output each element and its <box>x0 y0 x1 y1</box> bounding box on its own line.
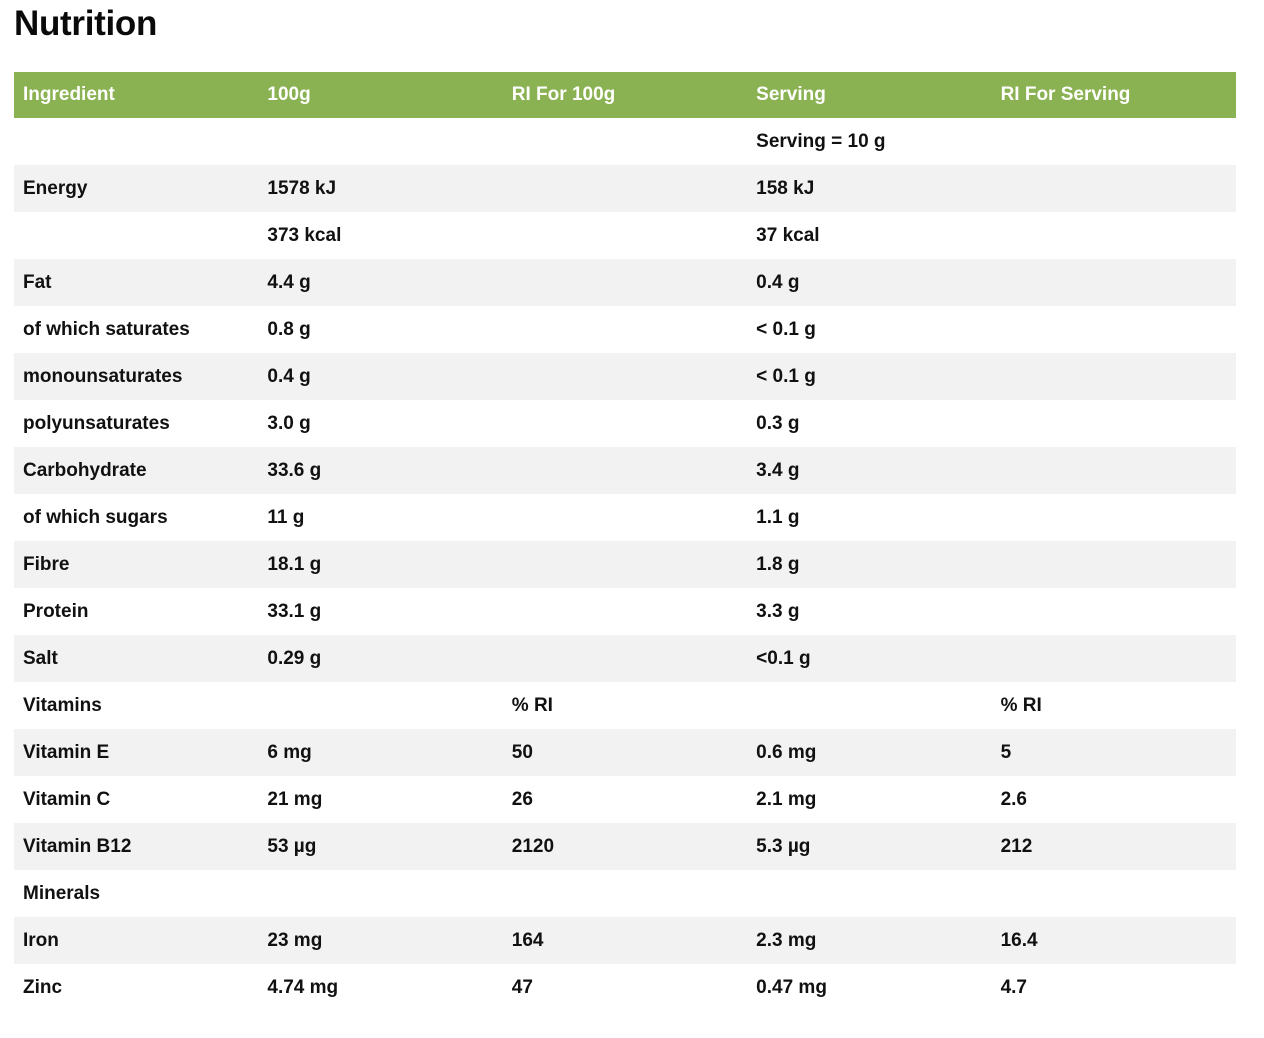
header-serving: Serving <box>747 72 991 118</box>
cell-per-100g: 1578 kJ <box>258 165 502 212</box>
cell-ingredient: Energy <box>14 165 258 212</box>
cell-ri-per-100g: 26 <box>503 776 747 823</box>
cell-ri-per-100g <box>503 541 747 588</box>
cell-per-100g: 23 mg <box>258 917 502 964</box>
cell-ingredient: Zinc <box>14 964 258 1011</box>
cell-ri-per-100g: 2120 <box>503 823 747 870</box>
cell-per-100g: 373 kcal <box>258 212 502 259</box>
cell-ri-per-serving: 5 <box>992 729 1236 776</box>
cell-ingredient <box>14 212 258 259</box>
table-body <box>14 118 1236 1011</box>
cell-ri-per-serving <box>992 353 1236 400</box>
header-per-100g: 100g <box>258 72 502 118</box>
cell-per-100g: 33.1 g <box>258 588 502 635</box>
cell-ingredient: Carbohydrate <box>14 447 258 494</box>
cell-ingredient: Vitamin B12 <box>14 823 258 870</box>
cell-ri-per-100g <box>503 306 747 353</box>
cell-ingredient <box>14 118 258 165</box>
cell-ri-per-serving <box>992 306 1236 353</box>
cell-ri-per-100g <box>503 212 747 259</box>
table-row <box>14 400 1236 447</box>
cell-serving: < 0.1 g <box>747 353 991 400</box>
cell-per-100g: 0.29 g <box>258 635 502 682</box>
cell-ri-per-100g <box>503 870 747 917</box>
table-row <box>14 494 1236 541</box>
cell-ingredient: Iron <box>14 917 258 964</box>
cell-serving: 3.3 g <box>747 588 991 635</box>
cell-per-100g: 18.1 g <box>258 541 502 588</box>
table-row <box>14 259 1236 306</box>
cell-ingredient: monounsaturates <box>14 353 258 400</box>
cell-ri-per-100g <box>503 353 747 400</box>
cell-ingredient: polyunsaturates <box>14 400 258 447</box>
cell-per-100g: 0.8 g <box>258 306 502 353</box>
cell-ingredient: Vitamins <box>14 682 258 729</box>
cell-ri-per-serving <box>992 635 1236 682</box>
cell-serving: 5.3 µg <box>747 823 991 870</box>
cell-ingredient: Fibre <box>14 541 258 588</box>
cell-per-100g: 33.6 g <box>258 447 502 494</box>
cell-ri-per-serving: 2.6 <box>992 776 1236 823</box>
cell-per-100g: 11 g <box>258 494 502 541</box>
cell-ri-per-serving <box>992 870 1236 917</box>
table-row <box>14 212 1236 259</box>
cell-ri-per-100g <box>503 400 747 447</box>
table-row <box>14 541 1236 588</box>
cell-ri-per-100g <box>503 165 747 212</box>
cell-ri-per-100g: % RI <box>503 682 747 729</box>
header-ingredient: Ingredient <box>14 72 258 118</box>
cell-ri-per-serving <box>992 541 1236 588</box>
cell-ingredient: Vitamin C <box>14 776 258 823</box>
cell-per-100g: 0.4 g <box>258 353 502 400</box>
cell-ri-per-100g <box>503 494 747 541</box>
cell-ri-per-serving <box>992 400 1236 447</box>
cell-ri-per-serving: % RI <box>992 682 1236 729</box>
table-row <box>14 447 1236 494</box>
cell-serving: 0.6 mg <box>747 729 991 776</box>
nutrition-table <box>14 72 1236 1011</box>
cell-serving: 0.4 g <box>747 259 991 306</box>
table-row <box>14 823 1236 870</box>
cell-serving: 37 kcal <box>747 212 991 259</box>
cell-per-100g: 3.0 g <box>258 400 502 447</box>
table-row <box>14 118 1236 165</box>
cell-per-100g: 4.4 g <box>258 259 502 306</box>
table-row <box>14 306 1236 353</box>
cell-ri-per-100g: 164 <box>503 917 747 964</box>
cell-per-100g <box>258 118 502 165</box>
cell-serving: 0.3 g <box>747 400 991 447</box>
cell-serving <box>747 682 991 729</box>
header-ri-per-serving: RI For Serving <box>992 72 1236 118</box>
cell-serving <box>747 870 991 917</box>
cell-per-100g: 21 mg <box>258 776 502 823</box>
cell-ri-per-100g <box>503 447 747 494</box>
cell-ri-per-serving: 212 <box>992 823 1236 870</box>
cell-ri-per-100g <box>503 259 747 306</box>
cell-serving: 2.3 mg <box>747 917 991 964</box>
cell-per-100g <box>258 870 502 917</box>
table-row <box>14 729 1236 776</box>
cell-ri-per-serving: 4.7 <box>992 964 1236 1011</box>
table-row <box>14 870 1236 917</box>
cell-ingredient: of which sugars <box>14 494 258 541</box>
cell-ri-per-serving: 16.4 <box>992 917 1236 964</box>
cell-ri-per-serving <box>992 588 1236 635</box>
cell-per-100g: 6 mg <box>258 729 502 776</box>
table-row <box>14 588 1236 635</box>
cell-ri-per-100g: 47 <box>503 964 747 1011</box>
table-row <box>14 776 1236 823</box>
cell-serving: 3.4 g <box>747 447 991 494</box>
cell-ri-per-serving <box>992 259 1236 306</box>
table-row <box>14 353 1236 400</box>
header-ri-per-100g: RI For 100g <box>503 72 747 118</box>
cell-serving: 1.1 g <box>747 494 991 541</box>
table-row <box>14 682 1236 729</box>
cell-ri-per-100g: 50 <box>503 729 747 776</box>
cell-ingredient: Protein <box>14 588 258 635</box>
table-header <box>14 72 1236 118</box>
table-row <box>14 635 1236 682</box>
cell-ingredient: Minerals <box>14 870 258 917</box>
cell-ingredient: Vitamin E <box>14 729 258 776</box>
cell-ri-per-100g <box>503 118 747 165</box>
cell-per-100g: 4.74 mg <box>258 964 502 1011</box>
cell-per-100g: 53 µg <box>258 823 502 870</box>
table-row <box>14 917 1236 964</box>
cell-serving: 1.8 g <box>747 541 991 588</box>
cell-per-100g <box>258 682 502 729</box>
cell-serving: <0.1 g <box>747 635 991 682</box>
cell-ri-per-serving <box>992 118 1236 165</box>
cell-serving: Serving = 10 g <box>747 118 991 165</box>
page-title: Nutrition <box>14 4 158 43</box>
cell-ri-per-100g <box>503 635 747 682</box>
cell-serving: 0.47 mg <box>747 964 991 1011</box>
table-row <box>14 165 1236 212</box>
cell-ingredient: Salt <box>14 635 258 682</box>
table-row <box>14 964 1236 1011</box>
cell-ingredient: Fat <box>14 259 258 306</box>
cell-ingredient: of which saturates <box>14 306 258 353</box>
cell-serving: 2.1 mg <box>747 776 991 823</box>
cell-ri-per-serving <box>992 494 1236 541</box>
cell-ri-per-100g <box>503 588 747 635</box>
cell-serving: < 0.1 g <box>747 306 991 353</box>
cell-ri-per-serving <box>992 212 1236 259</box>
cell-ri-per-serving <box>992 165 1236 212</box>
cell-ri-per-serving <box>992 447 1236 494</box>
header-row <box>14 72 1236 118</box>
cell-serving: 158 kJ <box>747 165 991 212</box>
